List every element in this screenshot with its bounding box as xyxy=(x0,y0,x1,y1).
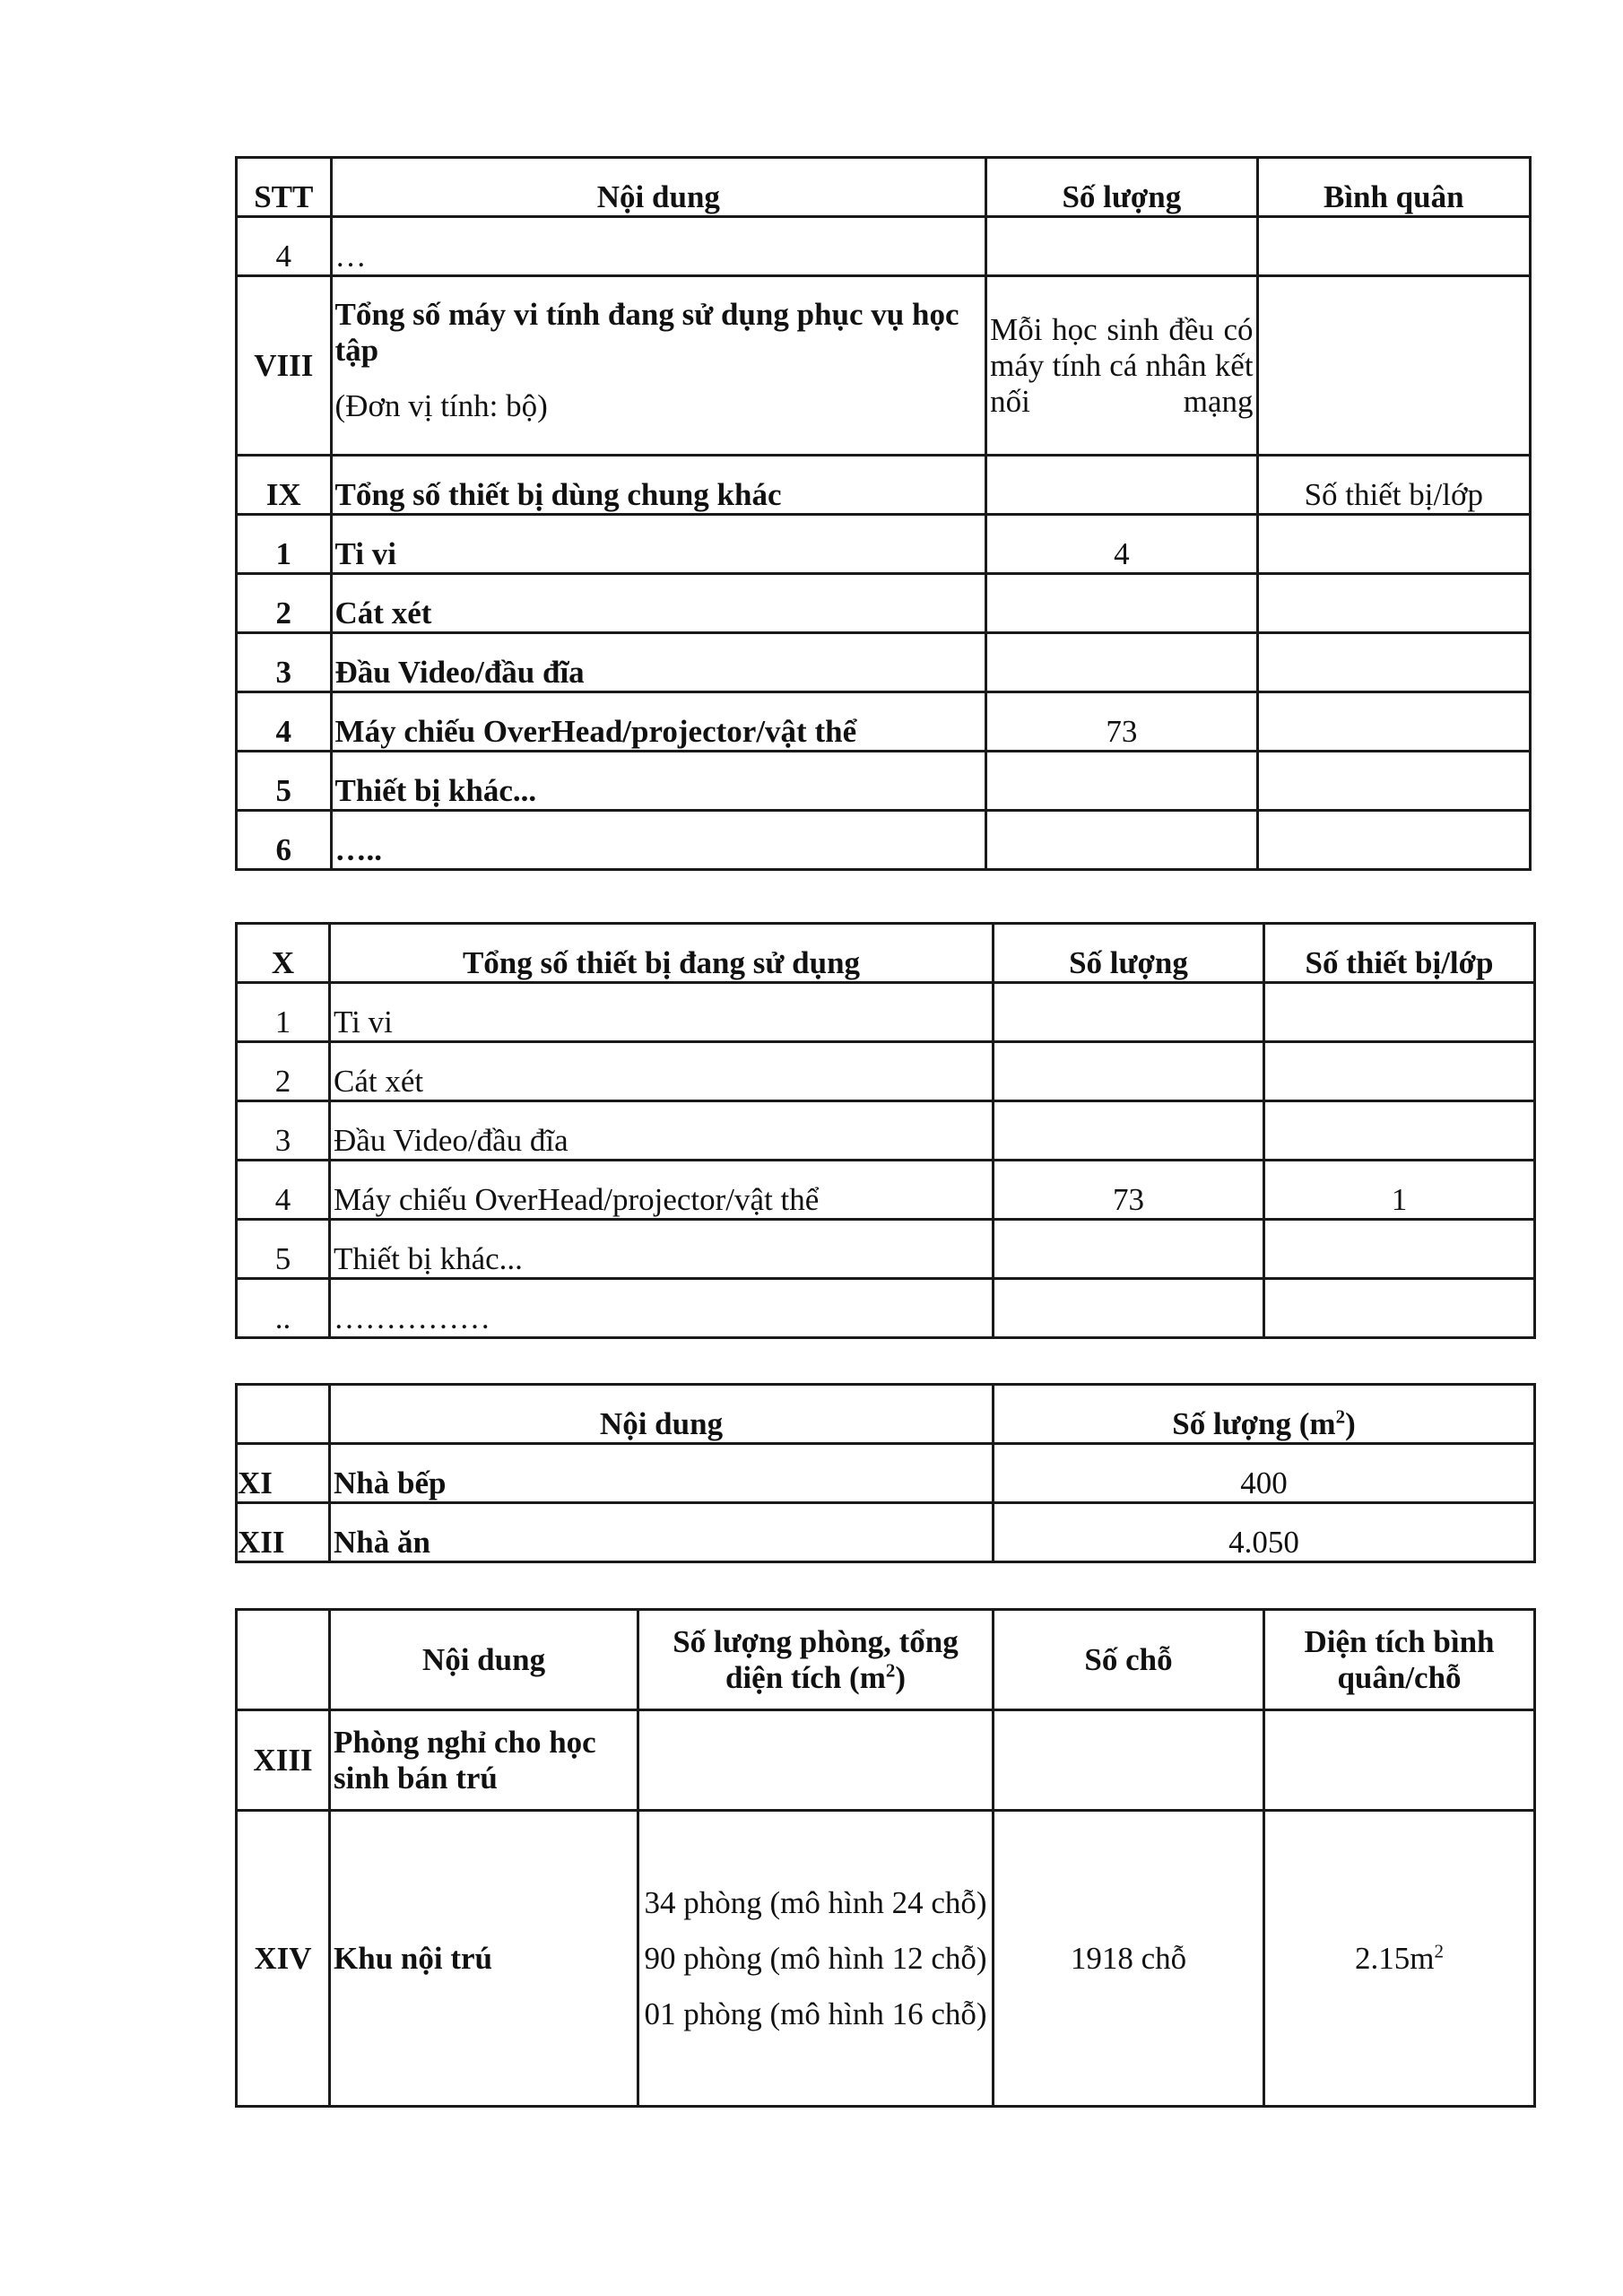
table-row xyxy=(237,983,1535,1042)
row-content-unit: (Đơn vị tính: bộ) xyxy=(334,388,548,423)
row-average xyxy=(1257,633,1530,692)
table-row xyxy=(237,1161,1535,1220)
table-row xyxy=(237,1101,1535,1161)
row-per-class: 1 xyxy=(1264,1161,1535,1220)
header-stt xyxy=(237,1385,330,1444)
header-quantity: Số lượng xyxy=(986,158,1257,217)
row-stt: 5 xyxy=(237,752,332,811)
row-content: Đầu Video/đầu đĩa xyxy=(330,1101,994,1161)
table-row xyxy=(237,1811,1535,2107)
row-content: Khu nội trú xyxy=(330,1811,638,2107)
row-per-class xyxy=(1264,1279,1535,1338)
header-per-class: Số thiết bị/lớp xyxy=(1264,924,1535,983)
row-content: Ti vi xyxy=(331,515,986,574)
row-average xyxy=(1257,217,1530,276)
row-quantity xyxy=(986,811,1257,870)
row-stt: 3 xyxy=(237,1101,330,1161)
row-content: Nhà ăn xyxy=(330,1503,994,1562)
header-rooms-close: ) xyxy=(895,1659,907,1695)
kitchen-dining-table xyxy=(235,1383,1536,1563)
table-row xyxy=(237,692,1531,752)
row-stt: 3 xyxy=(237,633,332,692)
table-row xyxy=(237,1279,1535,1338)
row-content-title: Tổng số máy vi tính đang sử dụng phục vụ học tập xyxy=(334,297,959,368)
row-average xyxy=(1257,515,1530,574)
row-rooms xyxy=(638,1811,994,2107)
room-type: 01 phòng (mô hình 16 chỗ) xyxy=(644,1996,987,2031)
row-stt: 4 xyxy=(237,217,332,276)
row-content: Đầu Video/đầu đĩa xyxy=(331,633,986,692)
row-stt: XIV xyxy=(237,1811,330,2107)
row-stt: 1 xyxy=(237,515,332,574)
row-stt: 5 xyxy=(237,1220,330,1279)
header-rooms xyxy=(638,1610,994,1710)
header-rooms-sup: 2 xyxy=(885,1658,896,1681)
row-average xyxy=(1257,692,1530,752)
room-type: 34 phòng (mô hình 24 chỗ) xyxy=(644,1884,987,1920)
row-quantity xyxy=(994,1220,1264,1279)
row-quantity xyxy=(994,1279,1264,1338)
table-row xyxy=(237,1042,1535,1101)
header-stt xyxy=(237,1610,330,1710)
row-content: ….. xyxy=(331,811,986,870)
avg-area-value: 2.15m xyxy=(1355,1940,1435,1976)
header-content: Nội dung xyxy=(330,1385,994,1444)
header-seats: Số chỗ xyxy=(994,1610,1264,1710)
row-stt: VIII xyxy=(237,276,332,456)
header-content: Tổng số thiết bị đang sử dụng xyxy=(330,924,994,983)
header-stt: X xyxy=(237,924,330,983)
row-content: Tổng số thiết bị dùng chung khác xyxy=(331,456,986,515)
header-quantity-text: Số lượng (m xyxy=(1172,1406,1336,1441)
row-quantity: 4.050 xyxy=(994,1503,1535,1562)
row-average xyxy=(1257,811,1530,870)
room-type: 90 phòng (mô hình 12 chỗ) xyxy=(644,1940,987,1976)
row-stt: IX xyxy=(237,456,332,515)
row-content: Nhà bếp xyxy=(330,1444,994,1503)
table-row xyxy=(237,1444,1535,1503)
row-quantity xyxy=(994,1101,1264,1161)
row-quantity xyxy=(986,633,1257,692)
row-per-class xyxy=(1264,1220,1535,1279)
row-quantity: 400 xyxy=(994,1444,1535,1503)
equipment-table xyxy=(235,156,1532,871)
row-quantity xyxy=(994,983,1264,1042)
table-row xyxy=(237,1220,1535,1279)
row-stt: XI xyxy=(237,1444,330,1503)
row-content: Phòng nghỉ cho học sinh bán trú xyxy=(330,1710,638,1811)
row-quantity: 73 xyxy=(994,1161,1264,1220)
header-avg-area: Diện tích bình quân/chỗ xyxy=(1264,1610,1535,1710)
row-quantity: Mỗi học sinh đều có máy tính cá nhân kết nối mạng xyxy=(986,276,1257,456)
table-header-row xyxy=(237,158,1531,217)
table-row xyxy=(237,456,1531,515)
table-row xyxy=(237,1503,1535,1562)
table-header-row xyxy=(237,1385,1535,1444)
row-content xyxy=(331,276,986,456)
row-stt: 1 xyxy=(237,983,330,1042)
header-quantity: Số lượng xyxy=(994,924,1264,983)
row-stt: 6 xyxy=(237,811,332,870)
row-content: …………… xyxy=(330,1279,994,1338)
table-row xyxy=(237,515,1531,574)
row-stt: 2 xyxy=(237,574,332,633)
table-row xyxy=(237,752,1531,811)
header-content: Nội dung xyxy=(330,1610,638,1710)
table-row xyxy=(237,276,1531,456)
row-content: Thiết bị khác... xyxy=(331,752,986,811)
row-content: Máy chiếu OverHead/projector/vật thể xyxy=(330,1161,994,1220)
row-seats xyxy=(994,1710,1264,1811)
row-rooms xyxy=(638,1710,994,1811)
header-quantity xyxy=(994,1385,1535,1444)
boarding-table xyxy=(235,1608,1536,2108)
row-average xyxy=(1257,752,1530,811)
row-content: … xyxy=(331,217,986,276)
row-stt: 2 xyxy=(237,1042,330,1101)
row-content: Thiết bị khác... xyxy=(330,1220,994,1279)
table-header-row xyxy=(237,1610,1535,1710)
equipment-in-use-table xyxy=(235,922,1536,1339)
row-quantity xyxy=(986,752,1257,811)
row-quantity: 4 xyxy=(986,515,1257,574)
header-average: Bình quân xyxy=(1257,158,1530,217)
row-quantity xyxy=(994,1042,1264,1101)
row-content: Cát xét xyxy=(330,1042,994,1101)
row-per-class xyxy=(1264,983,1535,1042)
row-per-class xyxy=(1264,1042,1535,1101)
row-stt: .. xyxy=(237,1279,330,1338)
row-avg-area xyxy=(1264,1710,1535,1811)
row-average xyxy=(1257,276,1530,456)
table-row xyxy=(237,811,1531,870)
row-content: Máy chiếu OverHead/projector/vật thể xyxy=(331,692,986,752)
row-per-class xyxy=(1264,1101,1535,1161)
header-quantity-sup: 2 xyxy=(1335,1405,1346,1428)
table-row xyxy=(237,574,1531,633)
row-quantity: 73 xyxy=(986,692,1257,752)
row-average xyxy=(1257,574,1530,633)
header-rooms-text: Số lượng phòng, tổng diện tích (m xyxy=(673,1623,959,1695)
table-row xyxy=(237,217,1531,276)
avg-area-sup: 2 xyxy=(1434,1939,1444,1961)
header-stt: STT xyxy=(237,158,332,217)
table-row xyxy=(237,633,1531,692)
row-content: Cát xét xyxy=(331,574,986,633)
row-stt: XIII xyxy=(237,1710,330,1811)
row-average: Số thiết bị/lớp xyxy=(1257,456,1530,515)
row-quantity xyxy=(986,456,1257,515)
header-content: Nội dung xyxy=(331,158,986,217)
row-quantity xyxy=(986,217,1257,276)
row-avg-area xyxy=(1264,1811,1535,2107)
row-stt: XII xyxy=(237,1503,330,1562)
row-content: Ti vi xyxy=(330,983,994,1042)
table-row xyxy=(237,1710,1535,1811)
header-quantity-close: ) xyxy=(1345,1406,1356,1441)
row-seats: 1918 chỗ xyxy=(994,1811,1264,2107)
row-stt: 4 xyxy=(237,692,332,752)
table-header-row xyxy=(237,924,1535,983)
row-stt: 4 xyxy=(237,1161,330,1220)
row-quantity xyxy=(986,574,1257,633)
